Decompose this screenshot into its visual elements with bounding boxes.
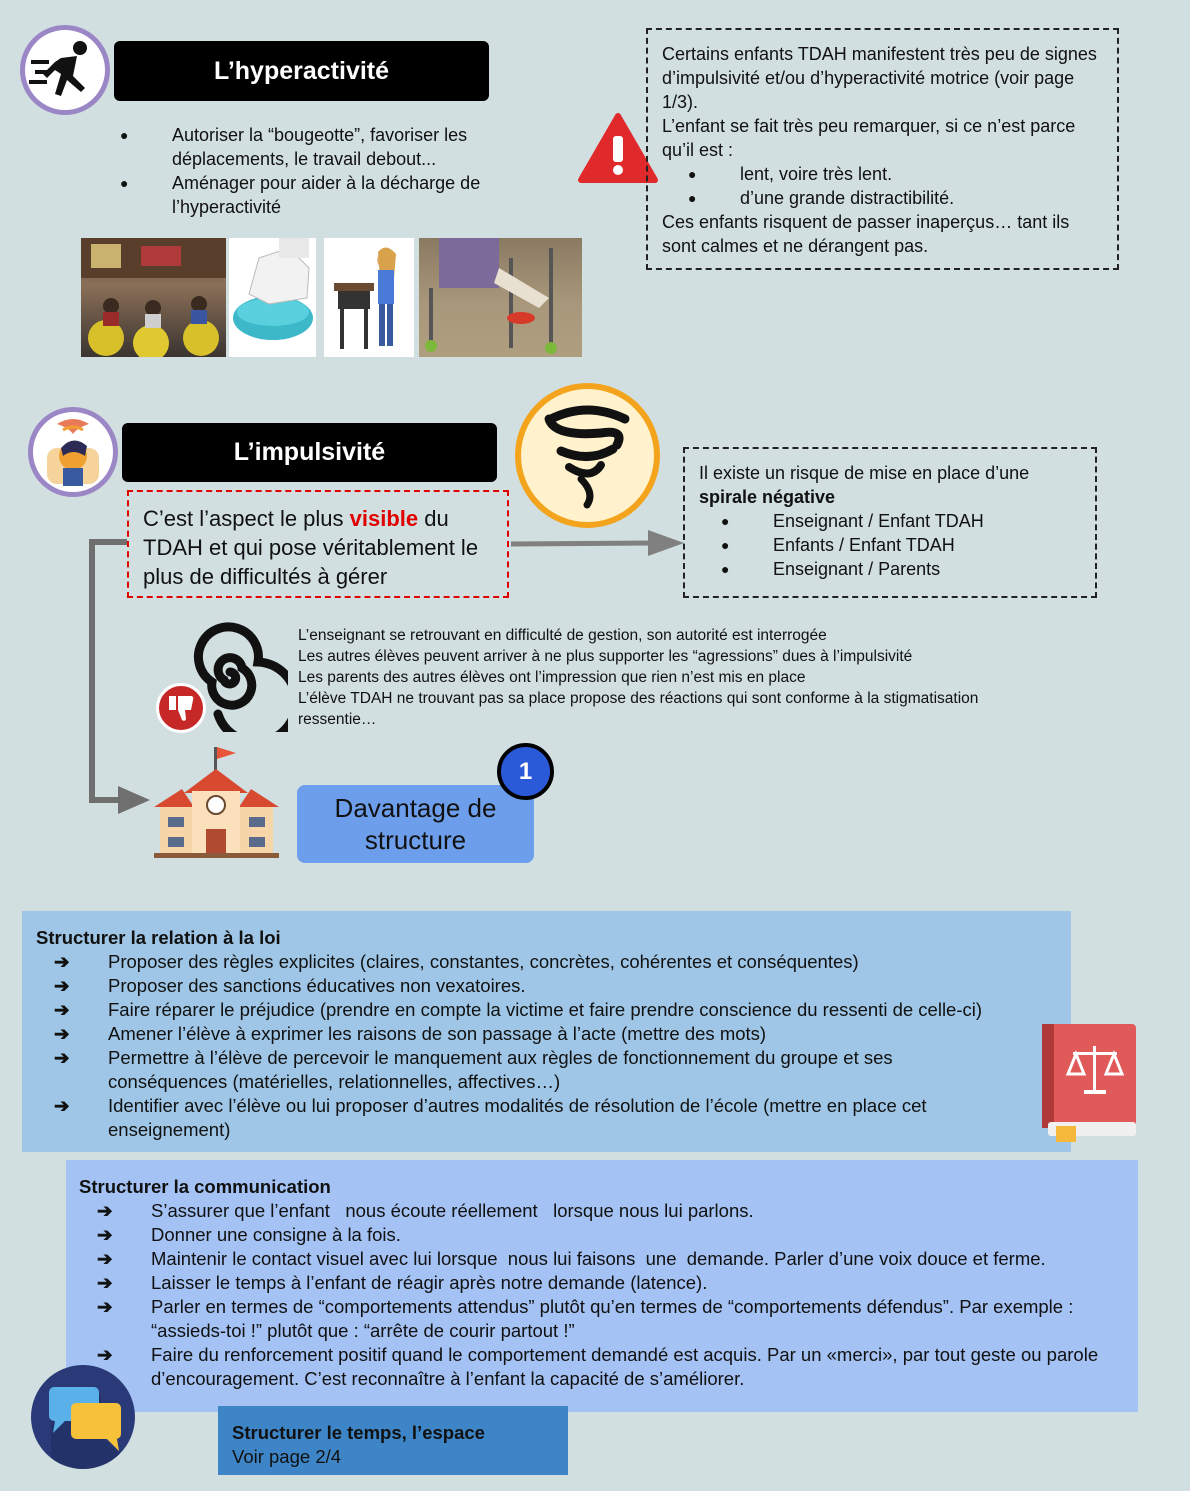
law-list <box>36 950 1046 1142</box>
list-item: ● lent, voire très lent. <box>688 162 1103 186</box>
consequence-line: Les autres élèves peuvent arriver à ne plus supporter les “agressions” dues à l’impulsivité <box>298 648 913 665</box>
list-item: ➔ Faire réparer le préjudice (prendre en compte la victime et faire prendre conscience du ressenti de celle-ci) <box>36 998 1046 1022</box>
hyperactivity-title: L’hyperactivité <box>114 41 489 101</box>
list-item: ➔ Proposer des règles explicites (claires, constantes, concrètes, cohérentes et conséquentes) <box>36 950 1046 974</box>
time-space-title: Structurer le temps, l’espace <box>232 1422 485 1443</box>
communication-title: Structurer la communication <box>79 1176 331 1197</box>
list-item: ● Enfants / Enfant TDAH <box>721 533 1081 557</box>
law-book-icon <box>1038 1022 1138 1146</box>
consequence-line: L’enseignant se retrouvant en difficulté de gestion, son autorité est interrogée <box>298 627 827 644</box>
number-badge <box>497 743 554 800</box>
list-item: ➔ Maintenir le contact visuel avec lui lorsque nous lui faisons une demande. Parler d’une voix douce et ferme. <box>79 1247 1124 1271</box>
impulsivity-title: L’impulsivité <box>122 423 497 482</box>
visible-aspect-text: C’est l’aspect le plus <box>143 506 350 531</box>
list-item: ➔ Laisser le temps à l’enfant de réagir après notre demande (latence). <box>79 1271 1124 1295</box>
consequences-text <box>298 625 1028 730</box>
list-item: ➔ Identifier avec l’élève ou lui proposer d’autres modalités de résolution de l’école (mettre en place cet enseignement) <box>36 1094 1018 1142</box>
list-item: ● Enseignant / Enfant TDAH <box>721 509 1081 533</box>
thumbs-down-icon <box>156 683 206 733</box>
warning-paragraph: Ces enfants risquent de passer inaperçus… tant ils sont calmes et ne dérangent pas. <box>662 212 1070 256</box>
list-item: ● d’une grande distractibilité. <box>688 186 1103 210</box>
spiral-intro: Il existe un risque de mise en place d’une <box>699 463 1030 483</box>
list-item: ➔ Donner une consigne à la fois. <box>79 1223 1124 1247</box>
time-space-box <box>218 1406 568 1475</box>
visible-highlight: visible <box>349 506 419 531</box>
list-item: ● Enseignant / Parents <box>721 557 1081 581</box>
communication-panel <box>66 1160 1138 1412</box>
consequence-line: L’élève TDAH ne trouvant pas sa place propose des réactions qui sont conforme à la stigmatisation ressentie… <box>298 690 979 728</box>
law-title: Structurer la relation à la loi <box>36 927 281 948</box>
list-item: ➔ Permettre à l’élève de percevoir le manquement aux règles de fonctionnement du groupe et ses conséquences (matérielles, relationnelles, affectives…) <box>36 1046 968 1094</box>
list-item: ➔ Proposer des sanctions éducatives non vexatoires. <box>36 974 1046 998</box>
list-item: ➔ S’assurer que l’enfant nous écoute réellement lorsque nous lui parlons. <box>79 1199 1124 1223</box>
structure-label: Davantage de structure <box>334 793 497 855</box>
law-panel <box>22 911 1071 1152</box>
list-item: ➔ Parler en termes de “comportements attendus” plutôt qu’en termes de “comportements défendus”. Par exemple : “assieds-toi !” plutôt que : “arrête de courir partout !” <box>79 1295 1081 1343</box>
consequence-line: Les parents des autres élèves ont l’impression que rien n’est mis en place <box>298 669 806 686</box>
chat-bubbles-icon <box>31 1365 135 1469</box>
time-space-subtitle: Voir page 2/4 <box>232 1446 342 1467</box>
warning-paragraph: L’enfant se fait très peu remarquer, si ce n’est parce qu’il est : <box>662 116 1076 160</box>
warning-paragraph: Certains enfants TDAH manifestent très peu de signes d’impulsivité et/ou d’hyperactivité motrice (voir page 1/3). <box>662 44 1097 112</box>
list-item: ● Autoriser la “bougeotte”, favoriser les déplacements, le travail debout... <box>120 123 510 171</box>
list-item: ➔ Faire du renforcement positif quand le comportement demandé est acquis. Par un «merci», par tout geste ou parole d’encouragement. C’est reconnaître à l’enfant la capacité de s’améliorer. <box>79 1343 1131 1391</box>
visible-aspect-text: du TDAH et qui pose véritablement le plus de difficultés à gérer <box>143 506 479 589</box>
school-icon <box>154 745 279 860</box>
list-item: ➔ Amener l’élève à exprimer les raisons de son passage à l’acte (mettre des mots) <box>36 1022 1046 1046</box>
list-item: ● Aménager pour aider à la décharge de l’hyperactivité <box>120 171 510 219</box>
spiral-bold: spirale négative <box>699 487 836 507</box>
structure-box <box>297 785 534 863</box>
communication-list <box>79 1199 1124 1391</box>
badge-number: 1 <box>518 757 533 785</box>
